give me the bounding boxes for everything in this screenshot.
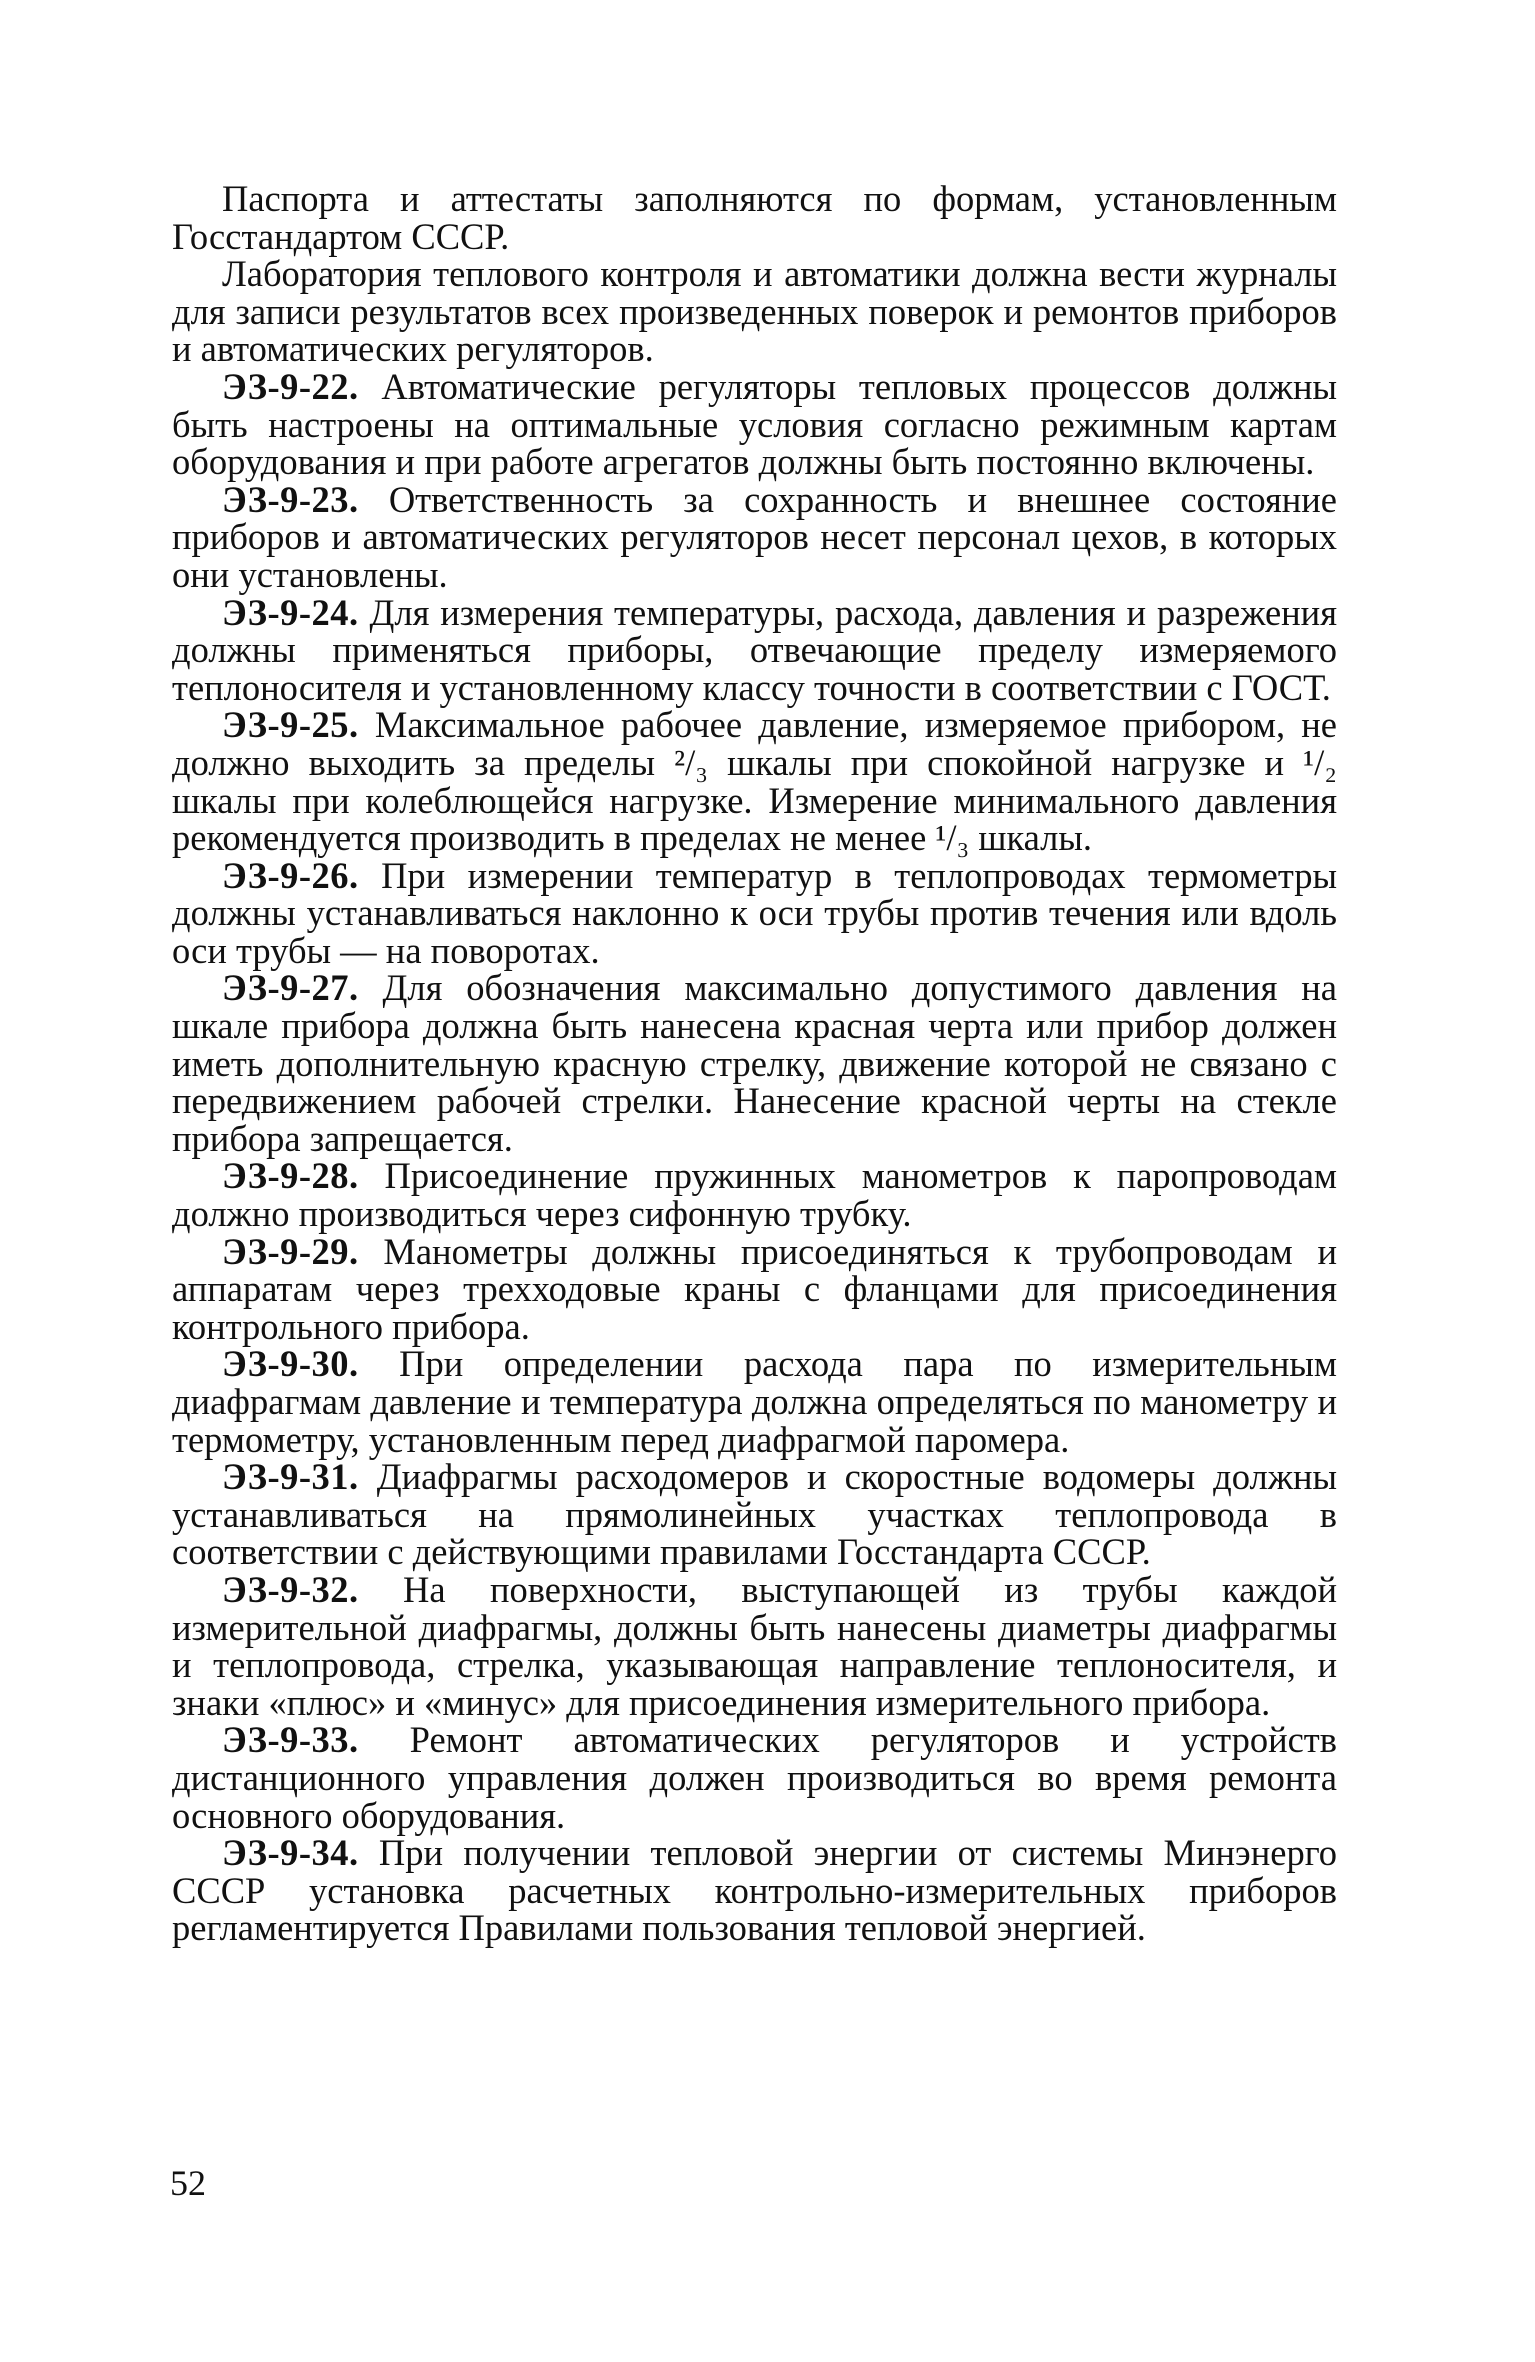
- paragraph-text: При получении тепловой энергии от системы Минэнерго СССР установка расчетных контрольно-измерительных приборов регламентируется Правилами пользования тепловой энергией.: [172, 1832, 1338, 1949]
- paragraph-text: Для обозначения максимально допустимого давления на шкале прибора должна быть нанесена красная черта или прибор должен иметь дополнительную красную стрелку, движение которой не связано с передвижением рабочей стрелки. Нанесение красной черты на стекле прибора запрещается.: [172, 967, 1338, 1159]
- clause-number: ЭЗ-9-24.: [222, 591, 359, 633]
- paragraph: [172, 1155, 1337, 1235]
- paragraph: [172, 969, 1337, 1157]
- paragraph: [172, 1721, 1337, 1834]
- paragraph: [172, 255, 1337, 368]
- paragraph: [172, 365, 1337, 483]
- paragraph: [172, 180, 1337, 255]
- paragraph: [172, 704, 1337, 859]
- page-number: 52: [170, 2163, 206, 2203]
- clause-number: ЭЗ-9-30.: [222, 1343, 359, 1385]
- clause-number: ЭЗ-9-23.: [222, 478, 359, 520]
- clause-number: ЭЗ-9-25.: [222, 704, 359, 746]
- clause-number: ЭЗ-9-29.: [222, 1230, 359, 1272]
- paragraph-text: Присоединение пружинных манометров к паропроводам должно производиться через сифонную трубку.: [172, 1155, 1337, 1235]
- paragraph-text: Диафрагмы расходомеров и скоростные водомеры должны устанавливаться на прямолинейных участках теплопровода в соответствии с действующими правилами Госстандарта СССР.: [172, 1456, 1338, 1573]
- paragraph: [172, 591, 1338, 708]
- paragraph-text: На поверхности, выступающей из трубы каждой измерительной диафрагмы, должны быть нанесены диаметры диафрагмы и теплопровода, стрелка, указывающая направление теплоносителя, и знаки «плюс» и «минус» для присоединения измерительного прибора.: [172, 1568, 1337, 1723]
- paragraph-text: Лаборатория теплового контроля и автоматики должна вести журналы для записи результатов всех произведенных поверок и ремонтов приборов и автоматических регуляторов.: [172, 253, 1337, 370]
- paragraph: [172, 1834, 1337, 1947]
- paragraph: [172, 1230, 1338, 1347]
- paragraph: [172, 854, 1338, 971]
- clause-number: ЭЗ-9-28.: [222, 1155, 359, 1197]
- paragraph-text: Ответственность за сохранность и внешнее состояние приборов и автоматических регуляторов несет персонал цехов, в которых они установлены.: [172, 478, 1338, 595]
- paragraph-text: Паспорта и аттестаты заполняются по формам, установленным Госстандартом СССР.: [172, 178, 1337, 257]
- text-column: [172, 180, 1337, 1947]
- paragraph-text: Для измерения температуры, расхода, давления и разрежения должны применяться приборы, отвечающие пределу измеряемого теплоносителя и установленному классу точности в соответствии с ГОСТ.: [172, 591, 1338, 708]
- paragraph-text: При измерении температур в теплопроводах термометры должны устанавливаться наклонно к оси трубы против течения или вдоль оси трубы — на поворотах.: [172, 854, 1338, 971]
- paragraph: [172, 1568, 1337, 1723]
- paragraph-text: Максимальное рабочее давление, измеряемое прибором, не должно выходить за пределы ²/₃ шкалы при спокойной нагрузке и ¹/₂ шкалы при колеблющейся нагрузке. Измерение минимального давления рекомендуется производить в пределах не менее ¹/₃ шкалы.: [172, 704, 1337, 859]
- paragraph-text: Манометры должны присоединяться к трубопроводам и аппаратам через трехходовые краны с фланцами для присоединения контрольного прибора.: [172, 1230, 1338, 1347]
- paragraph-text: При определении расхода пара по измерительным диафрагмам давление и температура должна определяться по манометру и термометру, установленным перед диафрагмой паромера.: [172, 1343, 1337, 1460]
- paragraph: [172, 478, 1338, 595]
- paragraph: [172, 1345, 1337, 1458]
- clause-number: ЭЗ-9-27.: [222, 967, 359, 1009]
- clause-number: ЭЗ-9-33.: [222, 1719, 359, 1761]
- clause-number: ЭЗ-9-34.: [222, 1832, 359, 1874]
- paragraph: [172, 1458, 1337, 1571]
- clause-number: ЭЗ-9-32.: [222, 1568, 359, 1610]
- paragraph-text: Автоматические регуляторы тепловых процессов должны быть настроены на оптимальные условия согласно режимным картам оборудования и при работе агрегатов должны быть постоянно включены.: [172, 365, 1337, 483]
- paragraph-text: Ремонт автоматических регуляторов и устройств дистанционного управления должен производиться во время ремонта основного оборудования.: [172, 1719, 1337, 1836]
- clause-number: ЭЗ-9-31.: [222, 1456, 359, 1498]
- clause-number: ЭЗ-9-22.: [222, 365, 359, 407]
- clause-number: ЭЗ-9-26.: [222, 854, 359, 896]
